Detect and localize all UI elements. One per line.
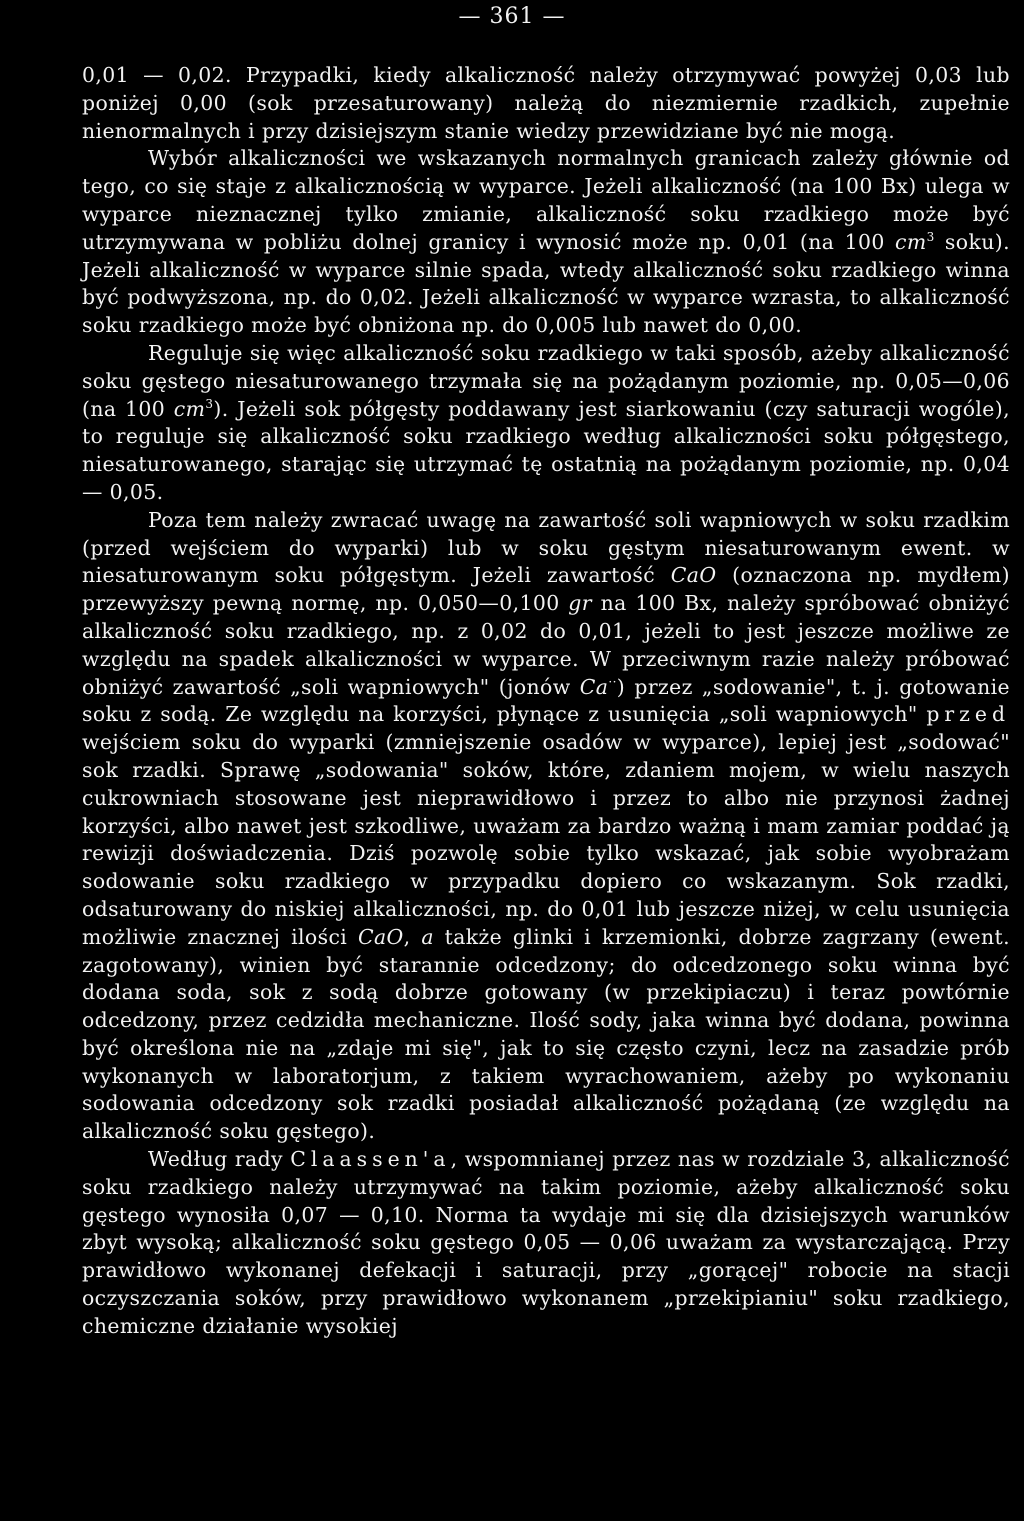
paragraph-1 — [82, 62, 1010, 145]
formula-cao: CaO — [670, 563, 717, 588]
paragraph-5-text-a: Według rady — [148, 1147, 291, 1172]
paragraph-2-text-a: Wybór alkaliczności we wskazanych normalnych granicach zależy głównie od tego, co się staje z alkalicznością w wyparce. Jeżeli alkaliczność (na 100 Bx) ulega w wyparce nieznacznej tylko zmianie, alkaliczność soku rzadkiego może być utrzymywana w pobliżu dolnej granicy i wynosić może np. 0,01 (na 100 — [82, 146, 1010, 254]
formula-cao: CaO — [357, 924, 404, 949]
paragraph-4-text-e: wejściem soku do wyparki (zmniejszenie osadów w wyparce), lepiej jest „sodować" sok rzadki. Sprawę „sodowania" soków, które, zdaniem mojem, w wielu naszych cukrowniach stosowane jest nieprawidłowo i przez to albo nie przynosi żadnej korzyści, albo nawet jest szkodliwe, uważam za bardzo ważną i mam zamiar poddać ją rewizji doświadczenia. Dziś pozwolę sobie tylko wskazać, jak sobie wyobrażam sodowanie soku rzadkiego w przypadku dopiero co wskazanym. Sok rzadki, odsaturowany do niskiej alkaliczności, np. do 0,01 lub jeszcze niżej, w celu usunięcia możliwie znacznej ilości — [82, 730, 1010, 949]
paragraph-1-text: 0,01 — 0,02. Przypadki, kiedy alkaliczność należy otrzymywać powyżej 0,03 lub poniżej 0,00 (sok przesaturowany) należą do niezmiernie rzadkich, zupełnie nienormalnych i przy dzisiejszym stanie wiedzy przewidziane być nie mogą. — [82, 63, 1010, 143]
unit-cm: cm — [895, 229, 927, 254]
italic-a: a — [421, 924, 434, 949]
superscript-charge: ·· — [608, 674, 617, 689]
paragraph-5 — [82, 1146, 1010, 1341]
paragraph-4-text-g: także glinki i krzemionki, dobrze zagrzany (ewent. zagotowany), winien być starannie odcedzony; do odcedzonego soku winna być dodana soda, sok z sodą dobrze gotowany (w przekipiaczu) i teraz powtórnie odcedzony, przez cedzidła mechaniczne. Ilość sody, jaka winna być dodana, powinna być określona nie na „zdaje mi się", jak to się często czyni, lecz na zasadzie prób wykonanych w laboratorjum, z takiem wyrachowaniem, ażeby po wykonaniu sodowania odcedzony sok rzadki posiadał alkaliczność pożądaną (ze względu na alkaliczność soku gęstego). — [82, 924, 1011, 1144]
paragraph-4 — [82, 507, 1010, 1146]
page-number: — 361 — — [458, 4, 566, 29]
paragraph-2-text-b: soku). Jeżeli alkaliczność w wyparce silnie spada, wtedy alkaliczność soku rzadkiego winna być podwyższona, np. do 0,02. Jeżeli alkaliczność w wyparce wzrasta, to alkaliczność soku rzadkiego może być obniżona np. do 0,005 lub nawet do 0,00. — [82, 229, 1010, 338]
paragraph-5-text-b: , wspomnianej przez nas w rozdziale 3, alkaliczność soku rzadkiego należy utrzymywać na takim poziomie, ażeby alkaliczność soku gęstego wynosiła 0,07 — 0,10. Norma ta wydaje mi się dla dzisiejszych warunków zbyt wysoką; alkaliczność soku gęstego 0,05 — 0,06 uważam za wystarczającą. Przy prawidłowo wykonanej defekacji i saturacji, przy „gorącej" robocie na stacji oczyszczania soków, przy prawidłowo wykonanem „przekipianiu" soku rzadkiego, chemiczne działanie wysokiej — [82, 1147, 1010, 1338]
paragraph-4-text-f: , — [403, 924, 422, 949]
unit-gr: gr — [568, 591, 592, 616]
unit-cm: cm — [173, 396, 206, 421]
body-text — [82, 62, 1010, 1341]
spaced-emphasis: przed — [926, 702, 1010, 727]
spaced-name-claassen: Claassen'a — [290, 1147, 451, 1172]
paragraph-4-text-b: (oznaczona np. mydłem) przewyższy pewną normę, np. 0,050—0,100 — [82, 563, 1011, 616]
paragraph-4-text-a: Poza tem należy zwracać uwagę na zawartość soli wapniowych w soku rzadkim (przed wejściem do wyparki) lub w soku gęstym niesaturowanym ewent. w niesaturowanym soku półgęstym. Jeżeli zawartość — [82, 507, 1010, 588]
formula-ca: Ca — [579, 674, 609, 699]
superscript-3: 3 — [205, 396, 214, 411]
paragraph-3 — [82, 340, 1010, 507]
superscript-3: 3 — [926, 229, 935, 244]
paragraph-2 — [82, 145, 1010, 340]
paragraph-3-text-a: Reguluje się więc alkaliczność soku rzadkiego w taki sposób, ażeby alkaliczność soku gęstego niesaturowanego trzymała się na pożądanym poziomie, np. 0,05—0,06 (na 100 — [82, 340, 1010, 421]
paragraph-4-text-d: ) przez „sodowanie", t. j. gotowanie soku z sodą. Ze względu na korzyści, płynące z usunięcia „soli wapniowych" — [82, 674, 1010, 727]
paragraph-3-text-b: ). Jeżeli sok półgęsty poddawany jest siarkowaniu (czy saturacji wogóle), to reguluje się alkaliczność soku rzadkiego według alkaliczności soku półgęstego, niesaturowanego, starając się utrzymać tę ostatnią na pożądanym poziomie, np. 0,04 — 0,05. — [82, 396, 1011, 504]
paragraph-4-text-c: na 100 Bx, należy spróbować obniżyć alkaliczność soku rzadkiego, np. z 0,02 do 0,01, jeżeli to jest jeszcze możliwe ze względu na spadek alkaliczności w wyparce. W przeciwnym razie należy próbować obniżyć zawartość „soli wapniowych" (jonów — [82, 591, 1010, 699]
